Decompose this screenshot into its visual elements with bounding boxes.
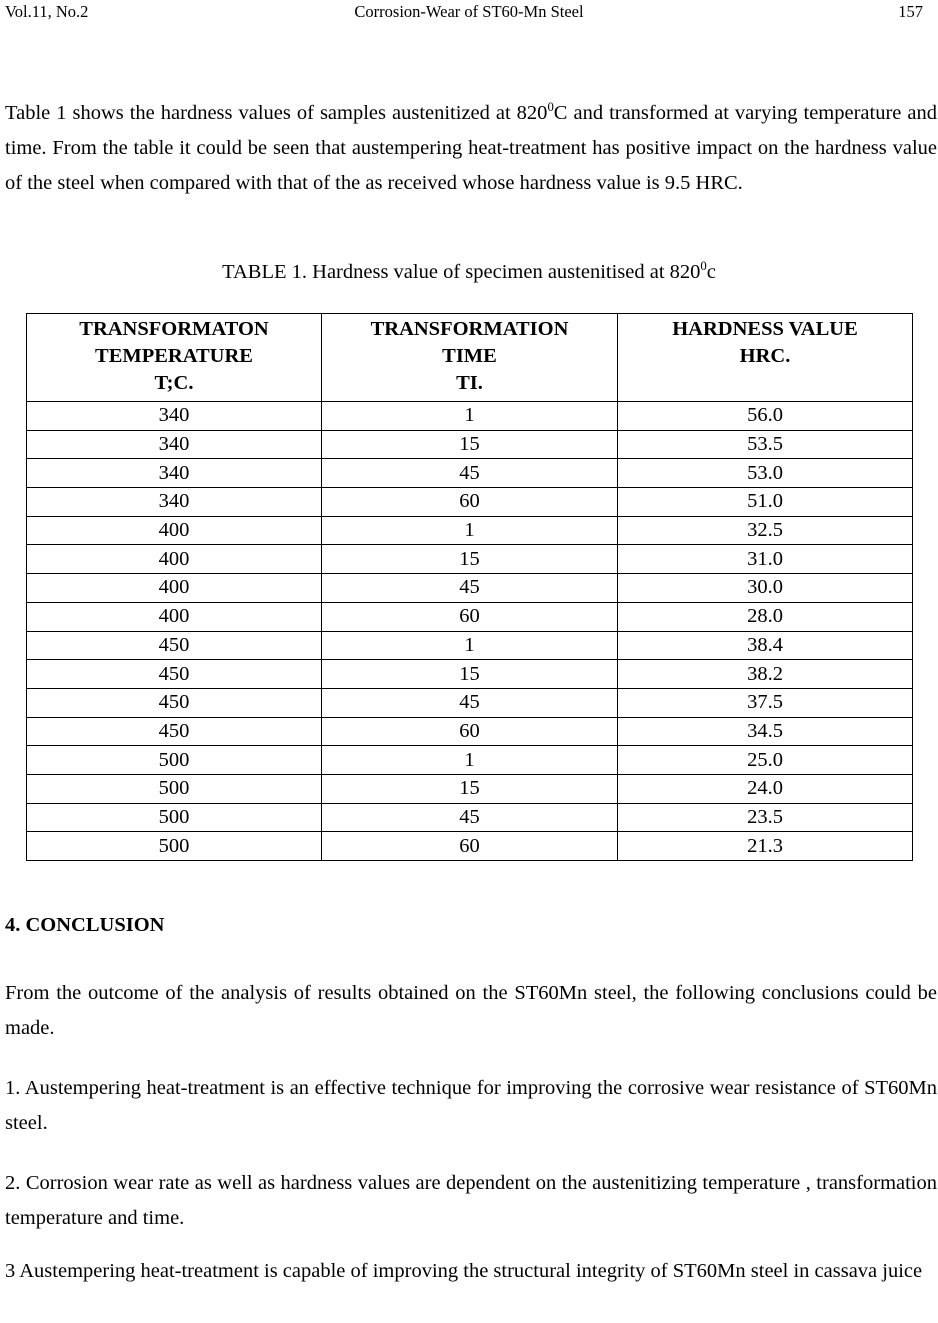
temperature-cell: 500 <box>27 774 322 803</box>
table-header-row <box>27 314 913 402</box>
header-volume: Vol.11, No.2 <box>5 2 89 21</box>
temperature-cell: 340 <box>27 402 322 431</box>
intro-text-b: C and transformed at varying temperature and time. From the table it could be seen that austempering heat-treatment has positive impact on the hardness value of the steel when compared with that of the as received whose hardness value is 9.5 HRC. <box>5 102 937 194</box>
hardness-cell: 38.2 <box>618 660 913 689</box>
temperature-cell: 400 <box>27 545 322 574</box>
time-cell: 45 <box>322 803 618 832</box>
table-row <box>27 545 913 574</box>
temperature-cell: 450 <box>27 631 322 660</box>
hardness-cell: 21.3 <box>618 832 913 861</box>
time-cell: 45 <box>322 459 618 488</box>
table-row <box>27 832 913 861</box>
conclusion-item-3: 3 Austempering heat-treatment is capable of improving the structural integrity of ST60Mn steel in cassava juice <box>5 1260 923 1282</box>
time-cell: 60 <box>322 602 618 631</box>
temperature-cell: 340 <box>27 430 322 459</box>
hardness-cell: 28.0 <box>618 602 913 631</box>
temperature-cell: 400 <box>27 602 322 631</box>
hardness-cell: 30.0 <box>618 574 913 603</box>
temperature-cell: 450 <box>27 717 322 746</box>
hardness-cell: 56.0 <box>618 402 913 431</box>
temperature-cell: 500 <box>27 832 322 861</box>
table-row <box>27 516 913 545</box>
time-cell: 60 <box>322 832 618 861</box>
caption-text-b: c <box>706 261 716 283</box>
table-row <box>27 688 913 717</box>
time-cell: 15 <box>322 545 618 574</box>
hardness-cell: 51.0 <box>618 488 913 517</box>
table-caption <box>0 257 938 287</box>
page-number: 157 <box>898 2 923 21</box>
temperature-cell: 450 <box>27 688 322 717</box>
time-cell: 45 <box>322 574 618 603</box>
conclusion-item-1: 1. Austempering heat-treatment is an effective technique for improving the corrosive wear resistance of ST60Mn steel. <box>5 1077 937 1134</box>
table-row <box>27 459 913 488</box>
time-cell: 1 <box>322 402 618 431</box>
hardness-cell: 53.5 <box>618 430 913 459</box>
conclusion-item-2: 2. Corrosion wear rate as well as hardness values are dependent on the austenitizing temperature , transformation temperature and time. <box>5 1172 937 1229</box>
caption-text-a: TABLE 1. Hardness value of specimen austenitised at 820 <box>222 261 701 283</box>
time-cell: 60 <box>322 717 618 746</box>
table-row <box>27 774 913 803</box>
header-transformation-temperature: TRANSFORMATON TEMPERATURE T;C. <box>27 314 322 402</box>
temperature-cell: 400 <box>27 574 322 603</box>
header-transformation-time: TRANSFORMATION TIME TI. <box>322 314 618 402</box>
temperature-cell: 340 <box>27 488 322 517</box>
table-row <box>27 574 913 603</box>
table-row <box>27 430 913 459</box>
table-row <box>27 717 913 746</box>
caption-superscript: 0 <box>700 258 707 273</box>
time-cell: 15 <box>322 430 618 459</box>
header-title: Corrosion-Wear of ST60-Mn Steel <box>354 2 584 21</box>
header-hardness-value: HARDNESS VALUE HRC. <box>618 314 913 402</box>
hardness-cell: 31.0 <box>618 545 913 574</box>
temperature-cell: 400 <box>27 516 322 545</box>
temperature-cell: 500 <box>27 803 322 832</box>
table-row <box>27 488 913 517</box>
table-row <box>27 803 913 832</box>
hardness-cell: 53.0 <box>618 459 913 488</box>
hardness-cell: 32.5 <box>618 516 913 545</box>
time-cell: 1 <box>322 631 618 660</box>
section-heading: 4. CONCLUSION <box>5 914 165 936</box>
temperature-cell: 340 <box>27 459 322 488</box>
time-cell: 1 <box>322 516 618 545</box>
hardness-cell: 34.5 <box>618 717 913 746</box>
table-row <box>27 746 913 775</box>
hardness-cell: 24.0 <box>618 774 913 803</box>
conclusion-intro: From the outcome of the analysis of results obtained on the ST60Mn steel, the following conclusions could be made. <box>5 982 937 1039</box>
time-cell: 1 <box>322 746 618 775</box>
time-cell: 45 <box>322 688 618 717</box>
table-row <box>27 631 913 660</box>
temperature-cell: 450 <box>27 660 322 689</box>
running-header <box>0 0 938 24</box>
time-cell: 15 <box>322 660 618 689</box>
hardness-cell: 23.5 <box>618 803 913 832</box>
time-cell: 15 <box>322 774 618 803</box>
hardness-cell: 37.5 <box>618 688 913 717</box>
time-cell: 60 <box>322 488 618 517</box>
hardness-cell: 38.4 <box>618 631 913 660</box>
hardness-cell: 25.0 <box>618 746 913 775</box>
intro-text-a: Table 1 shows the hardness values of samples austenitized at 820 <box>5 102 548 124</box>
temperature-cell: 500 <box>27 746 322 775</box>
hardness-table <box>26 313 913 861</box>
intro-paragraph <box>5 96 937 201</box>
table-row <box>27 402 913 431</box>
intro-superscript: 0 <box>547 99 554 114</box>
table-row <box>27 602 913 631</box>
table-row <box>27 660 913 689</box>
